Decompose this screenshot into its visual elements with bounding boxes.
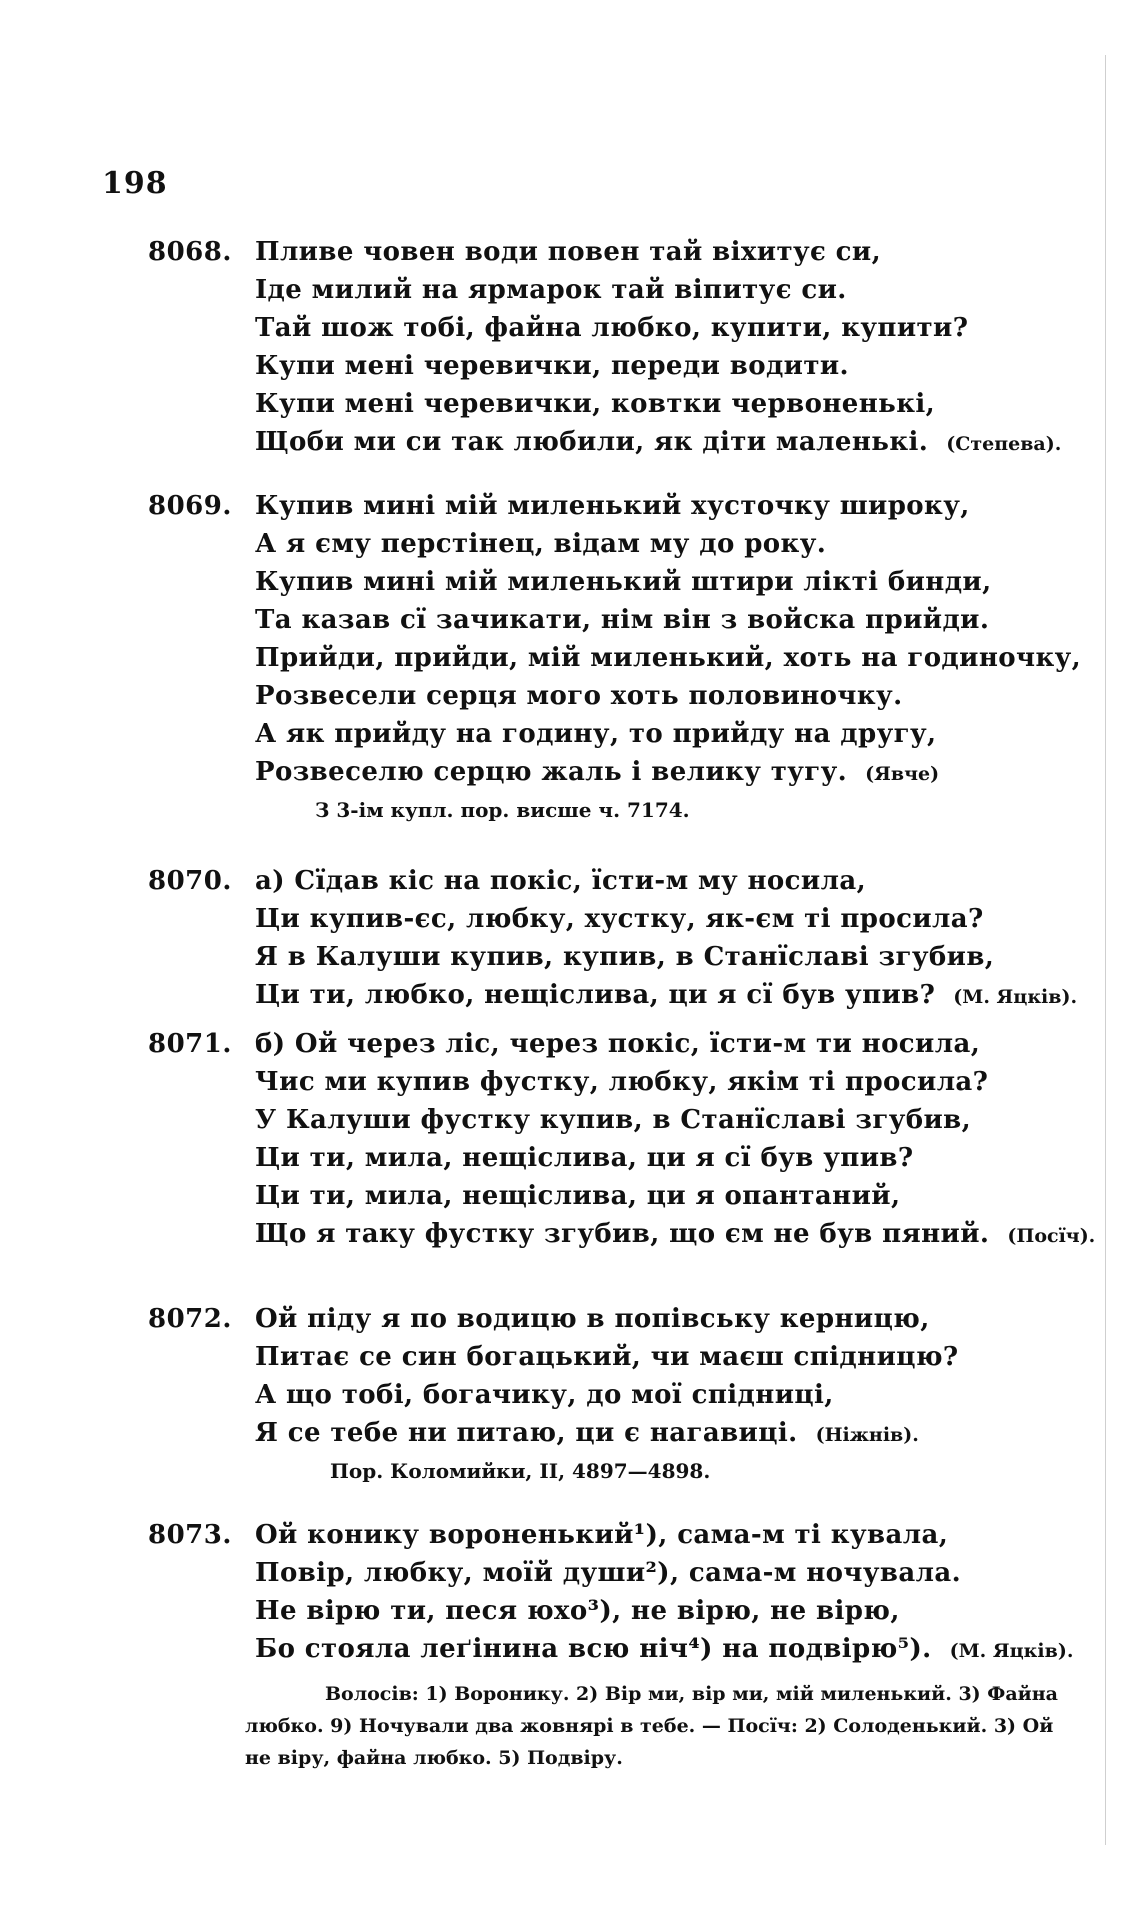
- verse-line: Я се тебе ни питаю, ци є нагавиці. (Ніжнів).: [255, 1418, 919, 1448]
- source-label: (М. Яцків).: [953, 986, 1078, 1008]
- verse-line: Та казав сї зачикати, нім він з войска прийди.: [255, 605, 990, 635]
- source-label: (Явче): [865, 763, 940, 785]
- verse-line: Я в Калуши купив, купив, в Станїславі згубив,: [255, 942, 995, 972]
- verse-line: Повір, любку, моїй души²), сама-м ночувала.: [255, 1558, 962, 1588]
- verse-line: Розвеселю серцю жаль і велику тугу. (Явче): [255, 757, 940, 787]
- page-number: 198: [102, 166, 168, 201]
- verse-line: Іде милий на ярмарок тай віпитує си.: [255, 275, 847, 305]
- source-label: (М. Яцків).: [949, 1640, 1074, 1662]
- cross-reference-note: З 3-ім купл. пор. висше ч. 7174.: [315, 798, 690, 822]
- verse-lines: [255, 487, 1082, 827]
- entry-number: 8068.: [148, 237, 232, 267]
- verse-lines: [255, 862, 1078, 1016]
- verse-line: Ци ти, любко, нещіслива, ци я сї був упив? (М. Яцків).: [255, 980, 1078, 1010]
- source-label: (Степева).: [946, 433, 1062, 455]
- verse-line: Пливе човен води повен тай віхитує си,: [255, 237, 882, 267]
- verse-line: Купи мені черевички, переди водити.: [255, 351, 850, 381]
- verse-line: Ци ти, мила, нещіслива, ци я сї був упив?: [255, 1143, 914, 1173]
- entry-number: 8069.: [148, 491, 232, 521]
- footnote-line: не віру, файна любко. 5) Подвіру.: [245, 1747, 623, 1769]
- footnote-line: любко. 9) Ночували два жовнярі в тебе. — Посїч: 2) Солоденький. 3) Ой: [245, 1715, 1054, 1737]
- verse-line: А що тобі, богачику, до мої спідниці,: [255, 1380, 834, 1410]
- verse-line: б) Ой через ліс, через покіс, їсти-м ти носила,: [255, 1029, 981, 1059]
- verse-line: Купив мині мій миленький хусточку широку,: [255, 491, 970, 521]
- footnotes: [245, 1678, 1095, 1774]
- footnote-line: Волосів: 1) Воронику. 2) Вір ми, вір ми, мій миленький. 3) Файна: [325, 1683, 1058, 1705]
- entry-number: 8073.: [148, 1520, 232, 1550]
- verse-line: Купив мині мій миленький штири лікті бинди,: [255, 567, 992, 597]
- entry-number: 8072.: [148, 1304, 232, 1334]
- cross-reference-note: Пор. Коломийки, II, 4897—4898.: [330, 1459, 711, 1483]
- verse-line: Не вірю ти, песя юхо³), не вірю, не вірю,: [255, 1596, 900, 1626]
- verse-line: А як прийду на годину, то прийду на другу,: [255, 719, 937, 749]
- verse-line: Ой піду я по водицю в попівську керницю,: [255, 1304, 930, 1334]
- verse-line: А я єму перстінец, відам му до року.: [255, 529, 827, 559]
- verse-line: а) Сїдав кіс на покіс, їсти-м му носила,: [255, 866, 867, 896]
- verse-line: Питає се син богацький, чи маєш спідницю?: [255, 1342, 959, 1372]
- verse-line: Бо стояла леґінина всю ніч⁴) на подвірю⁵). (М. Яцків).: [255, 1634, 1074, 1664]
- verse-line: Чис ми купив фустку, любку, якім ті просила?: [255, 1067, 989, 1097]
- verse-line: Прийди, прийди, мій миленький, хоть на годиночку,: [255, 643, 1082, 673]
- verse-lines: [255, 1025, 1096, 1255]
- verse-line: Ци ти, мила, нещіслива, ци я опантаний,: [255, 1181, 901, 1211]
- verse-line: Купи мені черевички, ковтки червоненькі,: [255, 389, 936, 419]
- verse-line: Розвесели серця мого хоть половиночку.: [255, 681, 903, 711]
- verse-line: Тай шож тобі, файна любко, купити, купити?: [255, 313, 969, 343]
- verse-line: Ци купив-єс, любку, хустку, як-єм ті просила?: [255, 904, 984, 934]
- verse-lines: [255, 233, 1075, 463]
- verse-line: Щоби ми си так любили, як діти маленькі. (Степева).: [255, 427, 1062, 457]
- verse-lines: [255, 1300, 1075, 1488]
- entry-number: 8070.: [148, 866, 232, 896]
- page-edge-line: [1105, 55, 1106, 1845]
- verse-lines: [255, 1516, 1075, 1670]
- verse-line: Ой конику вороненький¹), сама-м ті кувала,: [255, 1520, 949, 1550]
- verse-line: У Калуши фустку купив, в Станїславі згубив,: [255, 1105, 972, 1135]
- source-label: (Ніжнів).: [815, 1424, 919, 1446]
- entry-number: 8071.: [148, 1029, 232, 1059]
- source-label: (Посїч).: [1007, 1225, 1096, 1247]
- verse-line: Що я таку фустку згубив, що єм не був пяний. (Посїч).: [255, 1219, 1096, 1249]
